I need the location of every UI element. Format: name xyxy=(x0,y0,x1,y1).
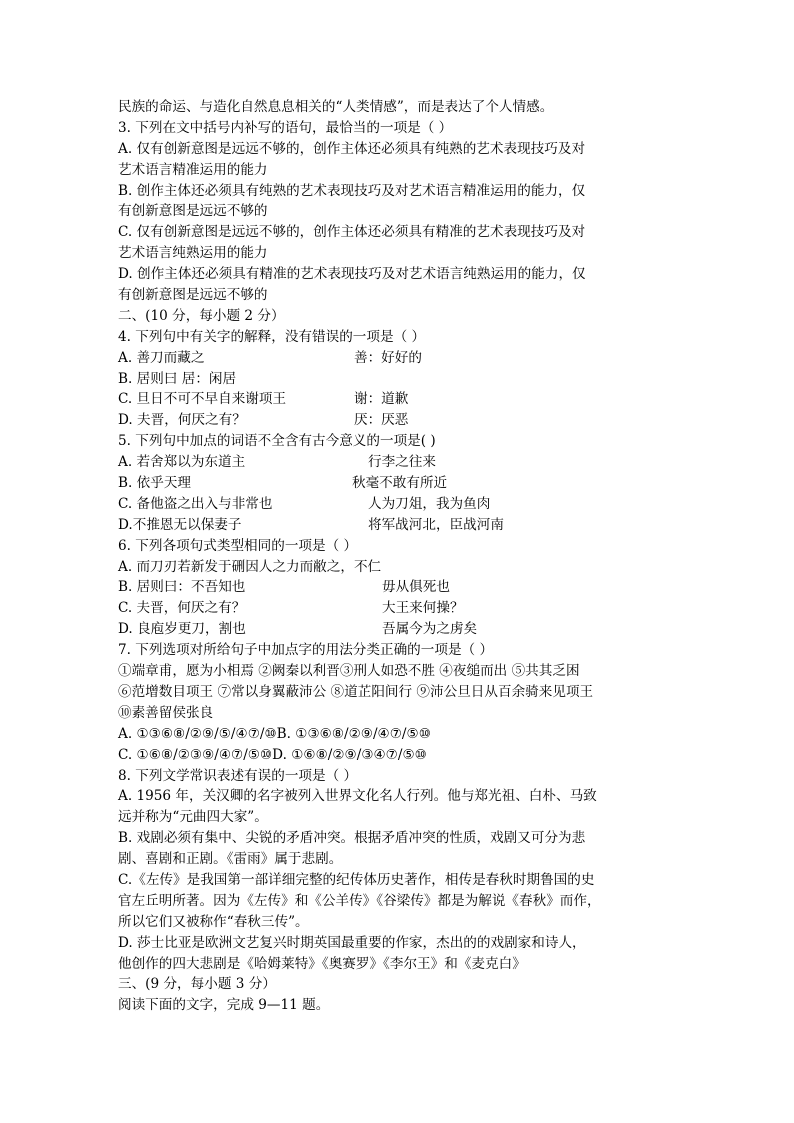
option-text: D. 夫晋，何厌之有？ xyxy=(118,412,246,429)
question-8-option-c-cont: 官左丘明所著。因为《左传》和《公羊传》《谷梁传》都是为解说《春秋》而作， xyxy=(118,892,601,909)
option-gloss: 谢：道歉 xyxy=(354,391,409,408)
option-gloss: 善：好好的 xyxy=(354,349,422,366)
question-5-option-a xyxy=(118,452,688,473)
option-text-2: 将军战河北，臣战河南 xyxy=(368,516,504,533)
question-4-option-b: B. 居则曰 居：闲居 xyxy=(118,370,237,387)
question-4-option-d xyxy=(118,410,688,431)
reading-instruction: 阅读下面的文字，完成 9—11 题。 xyxy=(118,997,330,1014)
option-gloss: 厌：厌恶 xyxy=(354,412,409,429)
option-text: C. 夫晋，何厌之有？ xyxy=(118,600,246,617)
question-8-option-d-cont: 他创作的四大悲剧是《哈姆莱特》《奥赛罗》《李尔王》和《麦克白》 xyxy=(118,955,526,972)
exam-text-body xyxy=(118,97,688,1016)
question-8-option-d: D. 莎士比亚是欧洲文艺复兴时期英国最重要的作家，杰出的的戏剧家和诗人， xyxy=(118,934,586,951)
question-8-option-b: B. 戏剧必须有集中、尖锐的矛盾冲突。根据矛盾冲突的性质，戏剧又可分为悲 xyxy=(118,830,586,847)
option-text: C. 备他盗之出入与非常也 xyxy=(118,495,273,512)
option-text-2: 毋从俱死也 xyxy=(382,579,450,596)
question-3-option-c: C. 仅有创新意图是远远不够的，创作主体还必须具有精准的艺术表现技巧及对 xyxy=(118,224,586,241)
option-text: B. 居则曰：不吾知也 xyxy=(118,579,246,596)
question-5-option-c xyxy=(118,494,688,515)
question-4-option-a xyxy=(118,348,688,369)
question-6-option-d xyxy=(118,619,688,640)
question-3-stem: 3. 下列在文中括号内补写的语句，最恰当的一项是（ ） xyxy=(118,119,453,136)
option-text-2: 行李之往来 xyxy=(368,454,436,471)
section-2-heading: 二、(10 分，每小题 2 分） xyxy=(118,307,285,324)
question-3-option-a-cont: 艺术语言精准运用的能力 xyxy=(118,161,268,178)
option-text: B. 依乎天理 xyxy=(118,475,192,492)
option-text: D.不推恩无以保妻子 xyxy=(118,516,242,533)
option-text: A. 善刀而藏之 xyxy=(118,349,205,366)
question-3-option-c-cont: 艺术语言纯熟运用的能力 xyxy=(118,245,268,262)
option-text-2: 吾属今为之虏矣 xyxy=(382,621,478,638)
option-text: D. 良庖岁更刀，割也 xyxy=(118,621,246,638)
option-text-2: 秋毫不敢有所近 xyxy=(352,475,448,492)
question-5-option-d xyxy=(118,515,688,536)
question-6-option-c xyxy=(118,598,688,619)
question-8-option-c: C.《左传》是我国第一部详细完整的纪传体历史著作，相传是春秋时期鲁国的史 xyxy=(118,871,595,888)
question-3-option-b-cont: 有创新意图是远远不够的 xyxy=(118,203,268,220)
question-7-sentences-cont: ⑥范增数目项王 ⑦常以身翼蔽沛公 ⑧道芷阳间行 ⑨沛公旦日从百余骑来见项王 xyxy=(118,683,594,700)
section-3-heading: 三、(9 分，每小题 3 分） xyxy=(118,976,276,993)
question-4-stem: 4. 下列句中有关字的解释，没有错误的一项是（ ） xyxy=(118,328,426,345)
option-text-2: 人为刀俎，我为鱼肉 xyxy=(368,495,491,512)
option-text: A. 若舍郑以为东道主 xyxy=(118,454,246,471)
text-line: 民族的命运、与造化自然息息相关的“人类情感”，而是表达了个人情感。 xyxy=(118,99,554,115)
question-4-option-c xyxy=(118,389,688,410)
question-3-option-a: A. 仅有创新意图是远远不够的，创作主体还必须具有纯熟的艺术表现技巧及对 xyxy=(118,140,586,157)
question-8-option-a: A. 1956 年，关汉卿的名字被列入世界文化名人行列。他与郑光祖、白朴、马致 xyxy=(118,788,597,805)
option-text-2: 大王来何操？ xyxy=(382,600,464,617)
question-3-option-b: B. 创作主体还必须具有纯熟的艺术表现技巧及对艺术语言精准运用的能力，仅 xyxy=(118,182,586,199)
question-6-stem: 6. 下列各项句式类型相同的一项是（ ） xyxy=(118,537,358,554)
question-7-options-cd: C. ①⑥⑧/②③⑨/④⑦/⑤⑩D. ①⑥⑧/②⑨/③④⑦/⑤⑩ xyxy=(118,746,427,763)
question-6-option-b xyxy=(118,577,688,598)
question-7-sentences: ①端章甫，愿为小相焉 ②阙秦以利晋③刑人如恐不胜 ④夜缒而出 ⑤共其乏困 xyxy=(118,663,580,680)
question-7-options-ab: A. ①③⑥⑧/②⑨/⑤/④⑦/⑩B. ①③⑥⑧/②⑨/④⑦/⑤⑩ xyxy=(118,725,431,742)
question-5-stem: 5. 下列句中加点的词语不全含有古今意义的一项是( ) xyxy=(118,433,436,450)
question-3-option-d-cont: 有创新意图是远远不够的 xyxy=(118,287,268,304)
question-7-stem: 7. 下列选项对所给句子中加点字的用法分类正确的一项是（ ） xyxy=(118,642,494,659)
question-3-option-d: D. 创作主体还必须具有精准的艺术表现技巧及对艺术语言纯熟运用的能力，仅 xyxy=(118,266,586,283)
option-text: C. 旦日不可不早自来谢项王 xyxy=(118,391,287,408)
question-8-option-a-cont: 远并称为“元曲四大家”。 xyxy=(118,809,268,826)
question-8-option-b-cont: 剧、喜剧和正剧。《雷雨》属于悲剧。 xyxy=(118,851,343,868)
question-8-option-c-cont: 所以它们又被称作“春秋三传”。 xyxy=(118,913,309,930)
question-8-stem: 8. 下列文学常识表述有误的一项是（ ） xyxy=(118,767,358,784)
question-5-option-b xyxy=(118,473,688,494)
question-7-sentences-cont: ⑩素善留侯张良 xyxy=(118,704,214,721)
question-6-option-a: A. 而刀刃若新发于硎因人之力而敝之，不仁 xyxy=(118,558,382,575)
